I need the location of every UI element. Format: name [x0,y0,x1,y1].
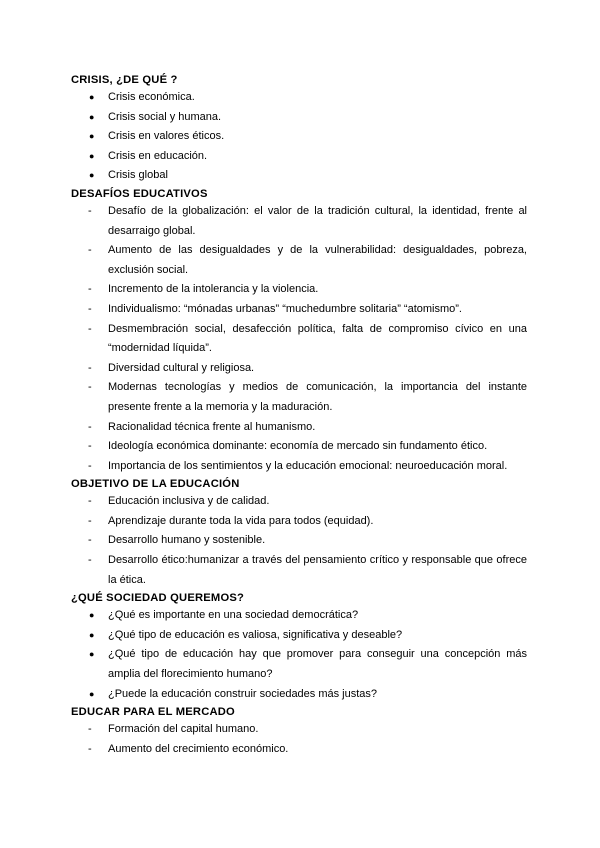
list-item-text: Formación del capital humano. [108,723,259,736]
section-heading: OBJETIVO DE LA EDUCACIÓN [71,478,240,491]
bullet-marker: ● [89,688,95,699]
list-item [71,418,527,438]
dash-marker: - [88,459,92,472]
list-item-text: Desarrollo ético:humanizar a través del pensamiento crítico y responsable que ofrece la ética. [108,554,527,586]
list-item [71,740,527,760]
dash-marker: - [88,514,92,527]
bullet-marker: ● [89,170,95,181]
bullet-marker: ● [89,131,95,142]
dash-list [71,492,527,590]
list-item [71,685,527,705]
dash-marker: - [88,554,92,567]
list-item-text: Crisis en educación. [108,149,208,162]
list-item-text: Educación inclusiva y de calidad. [108,495,270,508]
bullet-list [71,606,527,704]
list-item-text: Crisis en valores éticos. [108,130,225,143]
list-item-text: Desafío de la globalización: el valor de la tradición cultural, la identidad, frente al desarraigo global. [108,204,527,237]
list-item [71,300,527,320]
dash-marker: - [88,381,92,394]
list-item-text: Racionalidad técnica frente al humanismo. [108,420,316,433]
section-heading: DESAFÍOS EDUCATIVOS [71,187,208,200]
list-item [71,437,527,457]
list-item-text: Aumento de las desigualdades y de la vulnerabilidad: desigualdades, pobreza, exclusión social. [108,244,527,276]
list-item-text: ¿Qué tipo de educación es valiosa, significativa y deseable? [108,628,403,641]
list-item [71,147,527,167]
list-item-text: Aprendizaje durante toda la vida para todos (equidad). [108,514,374,527]
list-item [71,202,527,241]
dash-marker: - [88,322,92,335]
list-item [71,720,527,740]
list-item-text: Ideología económica dominante: economía de mercado sin fundamento ético. [108,440,488,453]
dash-marker: - [88,440,92,453]
section-heading: EDUCAR PARA EL MERCADO [71,706,235,719]
bullet-list [71,88,527,186]
list-item-text: Desmembración social, desafección política, falta de compromiso cívico en una “modernidad líquida”. [108,322,527,355]
document-content [71,72,527,759]
section-heading: ¿QUÉ SOCIEDAD QUEREMOS? [71,592,245,605]
list-item [71,88,527,108]
dash-marker: - [88,495,92,508]
bullet-marker: ● [89,150,95,161]
list-item-text: ¿Puede la educación construir sociedades más justas? [108,687,378,700]
list-item [71,127,527,147]
list-item-text: Individualismo: “mónadas urbanas” “muchedumbre solitaria” “atomismo”. [108,302,462,315]
list-item [71,378,527,417]
list-item [71,492,527,512]
list-item [71,645,527,684]
list-item [71,606,527,626]
dash-marker: - [88,534,92,547]
list-item-text: Crisis económica. [108,91,195,103]
dash-marker: - [88,420,92,433]
dash-marker: - [88,361,92,374]
list-item-text: Importancia de los sentimientos y la educación emocional: neuroeducación moral. [108,459,508,472]
dash-list [71,720,527,759]
dash-marker: - [88,244,92,257]
bullet-marker: ● [89,111,95,122]
list-item [71,108,527,128]
dash-marker: - [88,302,92,315]
bullet-marker: ● [89,649,95,660]
list-item [71,166,527,186]
list-item [71,457,527,477]
list-item [71,531,527,551]
list-item-text: Modernas tecnologías y medios de comunicación, la importancia del instante presente frente a la memoria y la maduración. [108,381,527,413]
list-item-text: Aumento del crecimiento económico. [108,742,289,755]
list-item-text: Crisis social y humana. [108,110,222,123]
list-item [71,359,527,379]
bullet-marker: ● [89,92,95,102]
list-item [71,320,527,359]
list-item [71,280,527,300]
list-item [71,626,527,646]
list-item [71,512,527,532]
list-item-text: Crisis global [108,169,168,182]
bullet-marker: ● [89,629,95,640]
list-item [71,551,527,590]
dash-list [71,202,527,476]
dash-marker: - [88,723,92,736]
dash-marker: - [88,742,92,755]
list-item-text: ¿Qué tipo de educación hay que promover para conseguir una concepción más amplia del florecimiento humano? [108,648,527,681]
list-item-text: Incremento de la intolerancia y la violencia. [108,283,319,296]
list-item-text: Desarrollo humano y sostenible. [108,534,266,547]
list-item [71,241,527,280]
bullet-marker: ● [89,610,95,621]
section-heading: CRISIS, ¿DE QUÉ ? [71,74,178,86]
dash-marker: - [88,283,92,296]
dash-marker: - [88,204,92,217]
list-item-text: Diversidad cultural y religiosa. [108,361,255,374]
list-item-text: ¿Qué es importante en una sociedad democrática? [108,609,359,622]
